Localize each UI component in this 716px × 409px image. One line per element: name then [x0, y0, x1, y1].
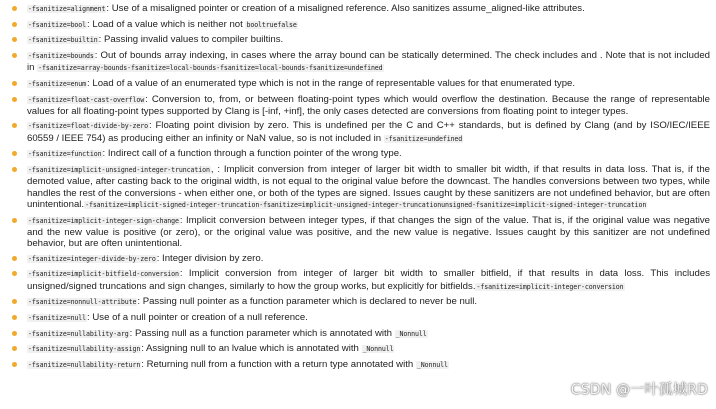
list-item [27, 94, 710, 118]
bullet-icon [12, 37, 17, 42]
list-item [27, 328, 710, 340]
description-text: : Passing null pointer as a function parameter which is declared to never be null. [137, 296, 478, 308]
bullet-icon [12, 81, 17, 86]
csdn-watermark: CSDN @一叶孤城RD [570, 382, 708, 398]
bullet-icon [12, 97, 17, 102]
list-item [27, 50, 710, 75]
list-item [27, 268, 710, 293]
bullet-icon [12, 315, 17, 320]
bullet-icon [12, 331, 17, 336]
code-span: -fsanitize=implicit-signed-integer-truncation-fsanitize=implicit-unsigned-integer-truncationunsigned-fsanitize=implicit-signed-integer-truncation [85, 200, 647, 209]
code-span: -fsanitize=nullability-return [28, 360, 141, 369]
description-text: : Implicit conversion from integer of larger bit width to smaller bitfield, if that results in data loss. This includes unsigned/signed truncations and sign changes, similarly to how the group works, but explicitly for bitfields. [27, 268, 710, 292]
bullet-icon [12, 123, 17, 128]
list-item [27, 78, 710, 90]
list-item [27, 19, 710, 31]
bullet-icon [12, 151, 17, 156]
list-item [27, 148, 710, 160]
list-item [27, 296, 710, 308]
list-item [27, 215, 710, 250]
code-span: _Nonnull [362, 345, 394, 354]
description-text: , : Implicit conversion from integer of larger bit width to smaller bit width, if that results in data loss. That is, if the demoted value, after casting back to the original width, is not equal to the original value before the downcast. The handles conversions between two types, while handles the rest of the conversions - when either one, or both of the types are signed. Issues caught by these sanitizers are not undefined behavior, but are often unintentional. [27, 164, 710, 210]
code-span: -fsanitize=enum [28, 79, 87, 88]
code-span: -fsanitize=null [28, 314, 87, 322]
code-span: -fsanitize=bounds [28, 51, 94, 60]
code-span: _Nonnull [395, 329, 427, 338]
list-item [27, 3, 710, 15]
code-span: -fsanitize=nullability-arg [28, 329, 129, 338]
description-text: : Floating point division by zero. This is undefined per the C and C++ standards, but is defined by Clang (and by ISO/IEC/IEEE 60559 / IEEE 754) as producing either an infinity or NaN value, so is not included in [27, 120, 710, 144]
code-span: -fsanitize=nonnull-attribute [28, 298, 137, 307]
code-span: -fsanitize=float-divide-by-zero [28, 122, 148, 131]
list-item [27, 359, 710, 371]
code-span: -fsanitize=undefined [384, 134, 463, 143]
code-span: -fsanitize=nullability-assign [28, 345, 141, 354]
description-text: : Use of a misaligned pointer or creation of a misaligned reference. Also sanitizes assume_aligned-like attributes. [106, 3, 585, 14]
list-item [27, 34, 710, 46]
bullet-icon [12, 271, 17, 276]
bullet-icon [12, 218, 17, 223]
bullet-icon [12, 299, 17, 304]
bullet-icon [12, 167, 17, 172]
code-span: -fsanitize=array-bounds-fsanitize=local-bounds-fsanitize=local-bounds-fsanitize=undefined [38, 64, 383, 73]
code-span: -fsanitize=alignment [28, 5, 106, 13]
description-text: : Load of a value of an enumerated type which is not in the range of representable values for that enumerated type. [87, 77, 576, 89]
bullet-icon [12, 256, 17, 261]
bullet-icon [12, 22, 17, 27]
list-item [27, 343, 710, 355]
list-item [27, 312, 710, 324]
code-span: -fsanitize=implicit-bitfield-conversion [28, 270, 179, 279]
description-text: : Out of bounds array indexing, in cases where the array bound can be statically determined. The check includes and . Note that is not included in [27, 49, 710, 74]
list-item [27, 164, 710, 211]
description-text: : Indirect call of a function through a function pointer of the wrong type. [102, 148, 402, 160]
code-span: -fsanitize=function [28, 150, 102, 159]
description-text: : Implicit conversion between integer types, if that changes the sign of the value. That is, if the original value was negative and the new value is positive (or zero), or the original value was positive, and the new value is negative. Issues caught by this sanitizer are not undefined behavior, but are often unintentional. [27, 214, 710, 250]
list-item [27, 120, 710, 145]
description-text: : Conversion to, from, or between floating-point types which would overflow the destination. Because the range of representable values for all floating-point types supported by Clang is [-inf, +inf], the only cases detected are conversions from floating point to integer types. [27, 93, 710, 117]
code-span: -fsanitize=bool [28, 20, 87, 29]
bullet-icon [12, 346, 17, 351]
bullet-icon [12, 53, 17, 58]
code-span: -fsanitize=implicit-unsigned-integer-truncation [28, 166, 210, 175]
description-text: : Passing invalid values to compiler builtins. [98, 34, 284, 46]
bullet-icon [12, 362, 17, 367]
code-span: -fsanitize=implicit-integer-sign-change [28, 216, 179, 225]
code-span: -fsanitize=integer-divide-by-zero [28, 254, 156, 263]
description-text: : Passing null as a function parameter which is annotated with [129, 327, 395, 339]
bullet-icon [12, 6, 17, 11]
code-span: _Nonnull [416, 360, 448, 369]
description-text: : Load of a value which is neither not [87, 18, 246, 30]
code-span: -fsanitize=float-cast-overflow [28, 95, 145, 104]
code-span: -fsanitize=builtin [28, 36, 98, 45]
code-span: -fsanitize=implicit-integer-conversion [476, 282, 624, 291]
description-text: : Integer division by zero. [156, 252, 264, 264]
list-item [27, 253, 710, 265]
description-text: : Assigning null to an lvalue which is annotated with [141, 343, 362, 355]
code-span: booltruefalse [246, 20, 297, 29]
description-text: : Returning null from a function with a return type annotated with [141, 358, 416, 370]
description-text: : Use of a null pointer or creation of a null reference. [87, 312, 308, 323]
